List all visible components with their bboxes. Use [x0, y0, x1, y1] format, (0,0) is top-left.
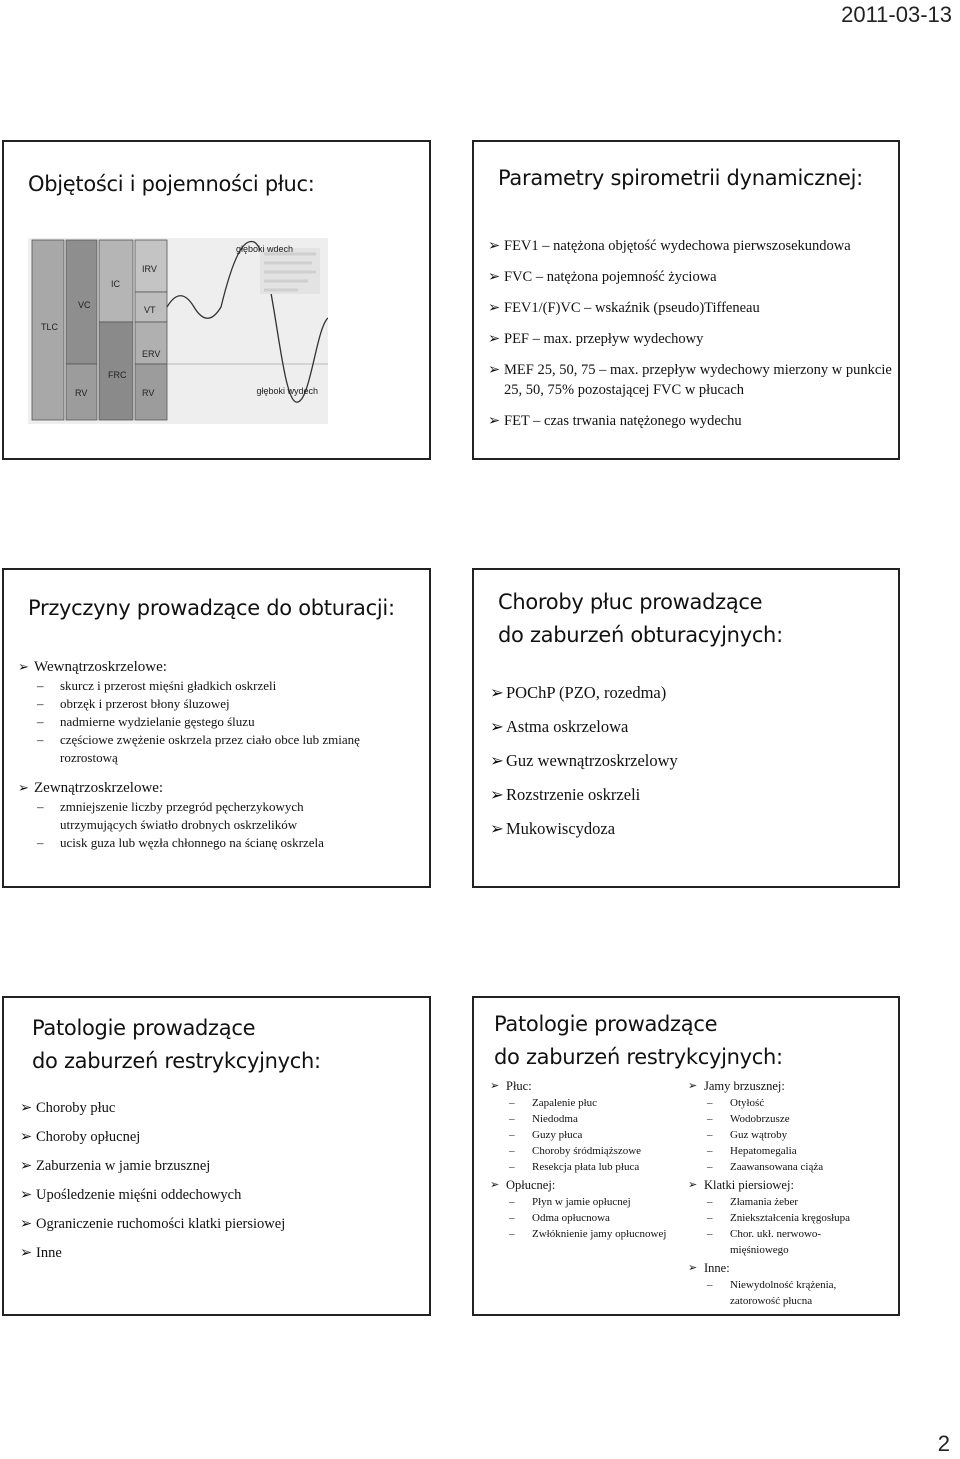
list-item: ➢ Upośledzenie mięśni oddechowych	[20, 1187, 242, 1203]
label-rv-left: RV	[75, 388, 88, 398]
slide-obstruction-causes	[2, 568, 431, 888]
label-ic: IC	[111, 279, 120, 289]
dash-bullet-icon: –	[509, 1196, 515, 1208]
label-erv: ERV	[142, 349, 161, 359]
slide-lung-volumes	[2, 140, 431, 460]
list-item: ➢ PEF – max. przepływ wydechowy	[488, 331, 704, 347]
arrow-bullet-icon: ➢	[20, 1216, 33, 1232]
arrow-bullet-icon: ➢	[490, 683, 504, 702]
arrow-bullet-icon: ➢	[488, 300, 501, 316]
arrow-bullet-icon: ➢	[488, 238, 501, 254]
dash-bullet-icon: –	[37, 732, 44, 747]
list-item: – Zniekształcenia kręgosłupa	[707, 1212, 851, 1224]
label-vt: VT	[144, 305, 156, 315]
list-group	[18, 658, 418, 767]
dash-bullet-icon: –	[707, 1145, 713, 1157]
dash-bullet-icon: –	[509, 1212, 515, 1224]
slide-obstructive-diseases	[472, 568, 900, 888]
arrow-bullet-icon: ➢	[490, 717, 504, 736]
lung-volumes-diagram	[28, 238, 328, 424]
slide-restrictive-pathologies-detail	[472, 996, 900, 1316]
list-item: ➢ FVC – natężona pojemność życiowa	[488, 269, 717, 285]
list-item: ➢ Mukowiscydoza	[490, 819, 616, 838]
slide-title: Choroby płuc prowadzące do zaburzeń obturacyjnych:	[498, 590, 783, 647]
page-date: 2011-03-13	[841, 2, 952, 27]
list-item: – częściowe zwężenie oskrzela przez ciało obce lub zmianę rozrostową	[37, 732, 360, 765]
dash-bullet-icon: –	[707, 1129, 713, 1141]
left-column-list	[490, 1078, 686, 1242]
dash-bullet-icon: –	[707, 1113, 713, 1125]
list-item: – Niedodma	[509, 1113, 578, 1125]
list-item: ➢ Ograniczenie ruchomości klatki piersiowej	[20, 1216, 286, 1232]
page-number: 2	[937, 1431, 950, 1456]
group-heading: Jamy brzusznej:	[704, 1079, 785, 1093]
list-item: – Złamania żeber	[707, 1196, 799, 1208]
group-heading: Klatki piersiowej:	[704, 1178, 794, 1192]
arrow-bullet-icon: ➢	[18, 659, 29, 674]
group-heading: Płuc:	[506, 1079, 532, 1093]
list-item: – Zwłóknienie jamy opłucnowej	[509, 1228, 667, 1240]
slide-title: Patologie prowadzące do zaburzeń restrykcyjnych:	[32, 1016, 321, 1073]
list-item: – Odma opłucnowa	[509, 1212, 610, 1224]
arrow-bullet-icon: ➢	[20, 1245, 33, 1261]
arrow-bullet-icon: ➢	[490, 751, 504, 770]
dash-bullet-icon: –	[707, 1212, 713, 1224]
arrow-bullet-icon: ➢	[20, 1158, 33, 1174]
list-item: ➢ FET – czas trwania natężonego wydechu	[488, 413, 742, 429]
list-group	[490, 1078, 686, 1175]
dash-bullet-icon: –	[37, 799, 44, 814]
list-item: – Chor. ukł. nerwowo-mięśniowego	[707, 1228, 822, 1256]
list-item: – Choroby śródmiąższowe	[509, 1145, 642, 1157]
dash-bullet-icon: –	[509, 1129, 515, 1141]
arrow-bullet-icon: ➢	[688, 1262, 698, 1274]
label-vc: VC	[78, 300, 91, 310]
arrow-bullet-icon: ➢	[688, 1179, 698, 1191]
list-item: ➢ Rozstrzenie oskrzeli	[490, 785, 641, 804]
dash-bullet-icon: –	[37, 696, 44, 711]
list-item: – Hepatomegalia	[707, 1145, 797, 1157]
list-item: – skurcz i przerost mięśni gładkich oskrzeli	[37, 678, 277, 693]
label-deep-exhale: głęboki wydech	[256, 386, 318, 396]
arrow-bullet-icon: ➢	[488, 362, 501, 378]
list-item: – Płyn w jamie opłucnej	[509, 1196, 631, 1208]
list-item: – Resekcja płata lub płuca	[509, 1161, 640, 1173]
causes-list	[18, 658, 418, 852]
dash-bullet-icon: –	[509, 1097, 515, 1109]
arrow-bullet-icon: ➢	[490, 785, 504, 804]
dash-bullet-icon: –	[37, 835, 44, 850]
list-item: ➢ MEF 25, 50, 75 – max. przepływ wydechowy mierzony w punkcie 25, 50, 75% pozostającej FVC w płucach	[488, 362, 892, 398]
arrow-bullet-icon: ➢	[20, 1129, 33, 1145]
list-item: ➢ Zaburzenia w jamie brzusznej	[20, 1158, 211, 1174]
list-item: – Guzy płuca	[509, 1129, 583, 1141]
dash-bullet-icon: –	[37, 714, 44, 729]
list-item: – zmniejszenie liczby przegród pęcherzykowych utrzymujących światło drobnych oskrzelików	[37, 799, 304, 832]
list-group	[490, 1177, 686, 1242]
label-irv: IRV	[142, 264, 157, 274]
group-heading: Wewnątrzoskrzelowe:	[34, 659, 167, 675]
parameter-list	[488, 236, 896, 431]
list-item: ➢ Inne	[20, 1245, 62, 1261]
arrow-bullet-icon: ➢	[488, 269, 501, 285]
group-heading: Inne:	[704, 1261, 730, 1275]
list-item: ➢ Choroby opłucnej	[20, 1129, 141, 1145]
disease-list	[490, 681, 890, 840]
slide-restrictive-pathologies	[2, 996, 431, 1316]
label-frc: FRC	[108, 370, 127, 380]
dash-bullet-icon: –	[707, 1279, 713, 1291]
dash-bullet-icon: –	[509, 1161, 515, 1173]
dash-bullet-icon: –	[707, 1228, 713, 1240]
arrow-bullet-icon: ➢	[490, 819, 504, 838]
list-item: – Guz wątroby	[707, 1129, 788, 1141]
arrow-bullet-icon: ➢	[688, 1080, 698, 1092]
list-group	[688, 1260, 894, 1309]
arrow-bullet-icon: ➢	[20, 1187, 33, 1203]
list-item: – Otyłość	[707, 1097, 765, 1109]
dash-bullet-icon: –	[707, 1097, 713, 1109]
list-item: ➢ Choroby płuc	[20, 1100, 116, 1116]
label-tlc: TLC	[41, 322, 59, 332]
slide-title: Parametry spirometrii dynamicznej:	[498, 166, 863, 190]
list-item: ➢ Guz wewnątrzoskrzelowy	[490, 751, 678, 770]
dash-bullet-icon: –	[509, 1228, 515, 1240]
list-item: ➢ FEV1/(F)VC – wskaźnik (pseudo)Tiffeneau	[488, 300, 760, 316]
list-group	[18, 779, 418, 852]
slide-title: Objętości i pojemności płuc:	[28, 172, 315, 196]
dash-bullet-icon: –	[707, 1161, 713, 1173]
arrow-bullet-icon: ➢	[18, 780, 29, 795]
list-item: – Zapalenie płuc	[509, 1097, 598, 1109]
arrow-bullet-icon: ➢	[488, 413, 501, 429]
slide-title: Przyczyny prowadzące do obturacji:	[28, 596, 395, 620]
list-group	[688, 1177, 894, 1258]
list-group	[688, 1078, 894, 1175]
list-item: – ucisk guza lub węzła chłonnego na ścianę oskrzela	[37, 835, 324, 850]
list-item: ➢ Astma oskrzelowa	[490, 717, 629, 736]
list-item: – Zaawansowana ciąża	[707, 1161, 824, 1173]
list-item: ➢ POChP (PZO, rozedma)	[490, 683, 667, 702]
arrow-bullet-icon: ➢	[490, 1080, 500, 1092]
list-item: – nadmierne wydzielanie gęstego śluzu	[37, 714, 255, 729]
dash-bullet-icon: –	[37, 678, 44, 693]
slide-title: Patologie prowadzące do zaburzeń restrykcyjnych:	[494, 1012, 783, 1069]
arrow-bullet-icon: ➢	[490, 1179, 500, 1191]
list-item: ➢ FEV1 – natężona objętość wydechowa pierwszosekundowa	[488, 238, 851, 254]
group-heading: Zewnątrzoskrzelowe:	[34, 780, 164, 796]
list-item: – Wodobrzusze	[707, 1113, 790, 1125]
label-rv-right: RV	[142, 388, 155, 398]
arrow-bullet-icon: ➢	[20, 1100, 33, 1116]
list-item: – obrzęk i przerost błony śluzowej	[37, 696, 230, 711]
list-item: – Niewydolność krążenia, zatorowość płucna	[707, 1279, 837, 1307]
group-heading: Opłucnej:	[506, 1178, 556, 1192]
arrow-bullet-icon: ➢	[488, 331, 501, 347]
dash-bullet-icon: –	[509, 1145, 515, 1157]
dash-bullet-icon: –	[509, 1113, 515, 1125]
slide-dynamic-spirometry	[472, 140, 900, 460]
label-deep-inhale: głęboki wdech	[236, 244, 294, 254]
right-column-list	[688, 1078, 894, 1309]
dash-bullet-icon: –	[707, 1196, 713, 1208]
pathology-list	[20, 1098, 420, 1263]
